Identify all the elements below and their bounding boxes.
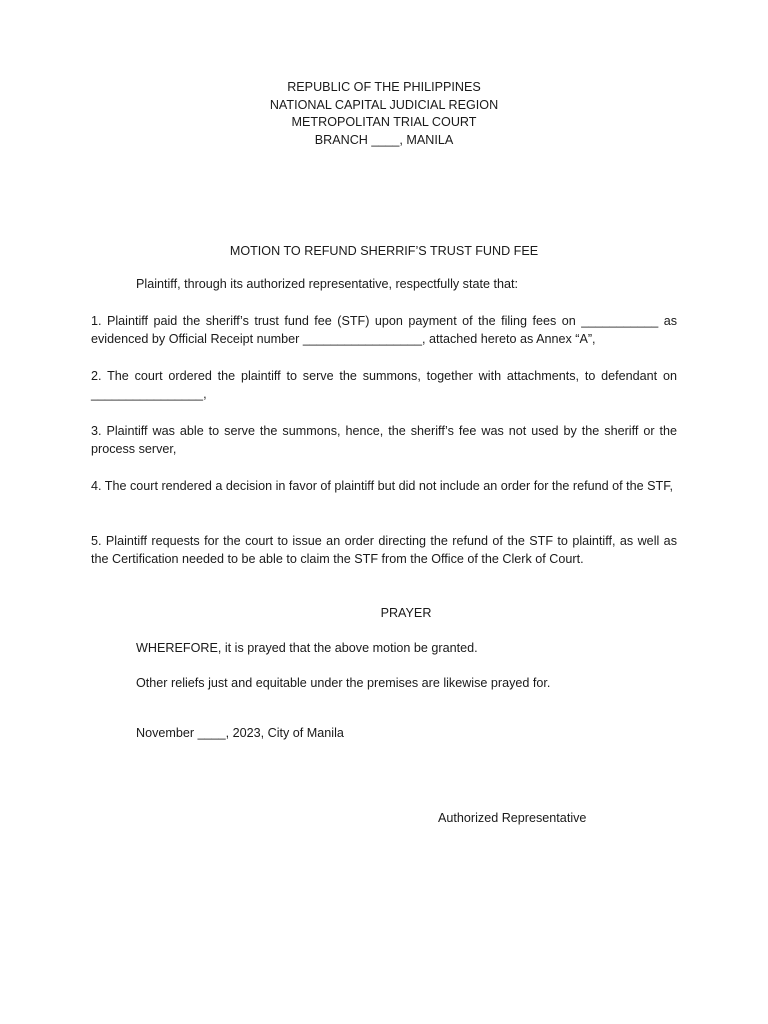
header-republic: REPUBLIC OF THE PHILIPPINES [287,80,481,94]
prayer-heading: PRAYER [380,606,432,620]
prayer-wherefore: WHEREFORE, it is prayed that the above motion be granted. [136,641,478,655]
prayer-other-reliefs: Other reliefs just and equitable under the premises are likewise prayed for. [136,676,551,690]
court-header [0,79,768,149]
signature-label: Authorized Representative [438,811,587,825]
paragraph-4: 4. The court rendered a decision in favor of plaintiff but did not include an order for the refund of the STF, [91,479,673,493]
header-court: METROPOLITAN TRIAL COURT [291,115,477,129]
paragraph-2: 2. The court ordered the plaintiff to serve the summons, together with attachments, to defendant on ________________, [91,369,677,401]
date-line: November ____, 2023, City of Manila [136,726,344,740]
document-title: MOTION TO REFUND SHERRIF’S TRUST FUND FEE [229,244,539,258]
header-branch: BRANCH ____, MANILA [314,132,454,147]
header-region: NATIONAL CAPITAL JUDICIAL REGION [269,97,499,112]
intro-statement: Plaintiff, through its authorized representative, respectfully state that: [136,277,518,291]
paragraph-1: 1. Plaintiff paid the sheriff’s trust fund fee (STF) upon payment of the filing fees on ___________ as evidenced by Official Receipt number _________________, attached hereto as Annex “A”, [91,314,677,346]
paragraph-3: 3. Plaintiff was able to serve the summons, hence, the sheriff’s fee was not used by the sheriff or the process server, [91,424,677,456]
paragraph-5: 5. Plaintiff requests for the court to issue an order directing the refund of the STF to plaintiff, as well as the Certification needed to be able to claim the STF from the Office of the Clerk of Court. [91,534,677,566]
